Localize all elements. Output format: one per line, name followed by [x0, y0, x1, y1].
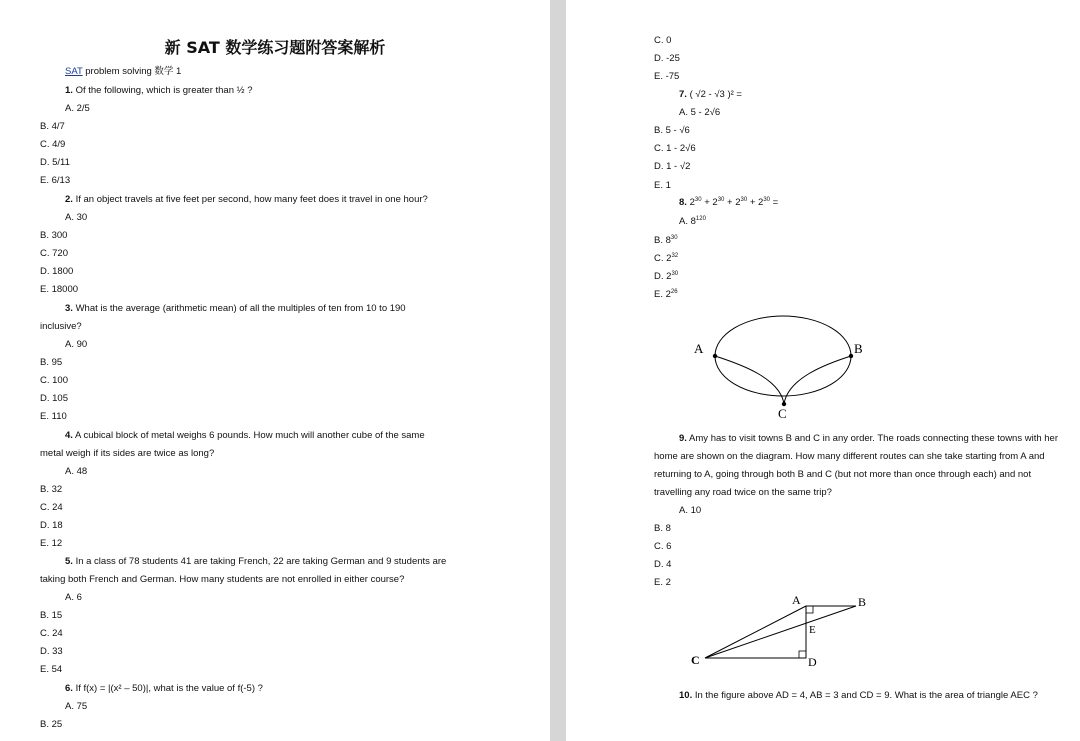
question-7-number: 7. — [679, 89, 687, 100]
question-7 — [679, 89, 742, 101]
q9-option-c: C. 6 — [654, 541, 672, 552]
q3-option-e: E. 110 — [40, 411, 67, 422]
q8-option-d-exponent: 30 — [671, 270, 679, 277]
q8-term-1-sep: + — [701, 197, 713, 208]
point-e-label: E — [809, 624, 816, 636]
q2-option-d: D. 1800 — [40, 266, 74, 277]
question-1-text: Of the following, which is greater than ½ ? — [72, 85, 253, 96]
q8-term-4-sep: = — [770, 197, 779, 208]
q8-term-1-base: 2 — [689, 197, 695, 208]
town-b-dot — [849, 354, 853, 358]
question-1-number: 1. — [65, 85, 73, 96]
q6-option-e: E. -75 — [654, 71, 680, 82]
question-7-text: ( √2 - √3 )² = — [686, 89, 742, 100]
q8-term-3-exponent: 30 — [740, 196, 748, 203]
q2-option-e: E. 18000 — [40, 284, 79, 295]
q7-option-b: B. 5 - √6 — [654, 125, 690, 136]
q8-term-1-exponent: 30 — [694, 196, 702, 203]
question-3-number: 3. — [65, 303, 73, 314]
question-5-text: In a class of 78 students 41 are taking French, 22 are taking German and 9 students are — [72, 556, 447, 567]
question-6 — [65, 683, 263, 695]
question-5-number: 5. — [65, 556, 73, 567]
q8-option-b-exponent: 30 — [670, 234, 678, 241]
town-a-dot — [713, 354, 717, 358]
q1-option-c: C. 4/9 — [40, 139, 66, 150]
q1-option-d: D. 5/11 — [40, 157, 70, 168]
q7-option-e: E. 1 — [654, 180, 671, 191]
q2-option-b: B. 300 — [40, 230, 68, 241]
q3-option-c: C. 100 — [40, 375, 68, 386]
q1-option-a: A. 2/5 — [65, 103, 90, 114]
q7-option-c: C. 1 - 2√6 — [654, 143, 696, 154]
q8-option-e-label: E. 2 — [654, 289, 671, 300]
question-9-line-4: travelling any road twice on the same trip? — [654, 487, 832, 498]
q5-option-e: E. 54 — [40, 664, 63, 675]
point-d-label: D — [808, 655, 817, 669]
page-gutter — [550, 0, 566, 741]
q8-option-e — [654, 289, 678, 301]
right-angle-a — [806, 606, 813, 613]
question-5-continued: taking both French and German. How many students are not enrolled in either course? — [40, 574, 405, 585]
subtitle — [65, 66, 181, 78]
town-b-label: B — [854, 341, 863, 356]
road-a-c — [715, 356, 784, 404]
point-b-label: B — [858, 595, 867, 609]
q3-option-b: B. 95 — [40, 357, 63, 368]
q8-option-a-exponent: 120 — [695, 215, 706, 222]
triangle-diagram — [680, 588, 890, 670]
question-5 — [65, 556, 446, 568]
q8-option-d — [654, 271, 678, 283]
q4-option-b: B. 32 — [40, 484, 63, 495]
town-a-label: A — [694, 341, 704, 356]
q9-option-e: E. 2 — [654, 577, 671, 588]
document-page-right — [566, 0, 1080, 741]
q7-option-a: A. 5 - 2√6 — [679, 107, 721, 118]
question-9-line-1: Amy has to visit towns B and C in any order. The roads connecting these towns with her — [686, 433, 1058, 444]
q6-option-a: A. 75 — [65, 701, 88, 712]
road-b-c — [784, 356, 851, 404]
town-c-label: C — [778, 406, 787, 421]
q8-term-2-sep: + — [724, 197, 736, 208]
question-1 — [65, 85, 252, 97]
route-ellipse — [715, 316, 851, 396]
question-9-number: 9. — [679, 433, 687, 444]
segment-cb — [705, 606, 856, 658]
q8-term-2-exponent: 30 — [717, 196, 725, 203]
q8-term-3-base: 2 — [735, 197, 741, 208]
question-10 — [679, 690, 1038, 702]
point-a-label: A — [792, 593, 801, 607]
q8-option-c-exponent: 32 — [671, 252, 679, 259]
point-c-label: C — [691, 653, 700, 667]
q8-term-3-sep: + — [747, 197, 759, 208]
q7-option-d: D. 1 - √2 — [654, 161, 691, 172]
q9-option-d: D. 4 — [654, 559, 672, 570]
right-angle-d — [799, 651, 806, 658]
question-10-number: 10. — [679, 690, 693, 701]
question-4 — [65, 430, 425, 442]
q8-option-b-label: B. 8 — [654, 235, 671, 246]
question-9 — [679, 433, 1058, 445]
q5-option-d: D. 33 — [40, 646, 63, 657]
q8-option-a — [679, 216, 706, 228]
q8-option-b — [654, 235, 678, 247]
q1-option-e: E. 6/13 — [40, 175, 71, 186]
segment-ca — [705, 606, 806, 658]
q5-option-c: C. 24 — [40, 628, 63, 639]
question-6-text: If f(x) = |(x² – 50)|, what is the value of f(-5) ? — [72, 683, 263, 694]
question-4-text: A cubical block of metal weighs 6 pounds. How much will another cube of the same — [72, 430, 425, 441]
q4-option-e: E. 12 — [40, 538, 63, 549]
question-9-line-3: returning to A, going through both B and C (but not more than once through each) and not — [654, 469, 1032, 480]
question-10-text: In the figure above AD = 4, AB = 3 and CD = 9. What is the area of triangle AEC ? — [692, 690, 1038, 701]
question-3-text: What is the average (arithmetic mean) of all the multiples of ten from 10 to 190 — [72, 303, 406, 314]
question-9-line-2: home are shown on the diagram. How many different routes can she take starting from A and — [654, 451, 1045, 462]
question-2 — [65, 194, 428, 206]
q8-option-d-label: D. 2 — [654, 271, 672, 282]
q4-option-d: D. 18 — [40, 520, 63, 531]
q4-option-c: C. 24 — [40, 502, 63, 513]
question-4-continued: metal weigh if its sides are twice as long? — [40, 448, 215, 459]
q8-term-2-base: 2 — [712, 197, 718, 208]
question-4-number: 4. — [65, 430, 73, 441]
sat-link[interactable]: SAT — [65, 66, 83, 77]
question-3 — [65, 303, 406, 315]
question-2-number: 2. — [65, 194, 73, 205]
q8-term-4-exponent: 30 — [763, 196, 770, 203]
q1-option-b: B. 4/7 — [40, 121, 65, 132]
q2-option-c: C. 720 — [40, 248, 68, 259]
q6-option-b: B. 25 — [40, 719, 63, 730]
q3-option-a: A. 90 — [65, 339, 88, 350]
q2-option-a: A. 30 — [65, 212, 88, 223]
q9-option-a: A. 10 — [679, 505, 702, 516]
subtitle-text: problem solving 数学 1 — [82, 66, 182, 77]
q5-option-a: A. 6 — [65, 592, 82, 603]
q8-option-c — [654, 253, 678, 265]
q9-option-b: B. 8 — [654, 523, 671, 534]
q8-option-e-exponent: 26 — [670, 288, 678, 295]
q6-option-c: C. 0 — [654, 35, 672, 46]
q6-option-d: D. -25 — [654, 53, 680, 64]
route-diagram — [680, 308, 990, 426]
q5-option-b: B. 15 — [40, 610, 63, 621]
q8-option-a-label: A. 8 — [679, 216, 696, 227]
question-2-text: If an object travels at five feet per second, how many feet does it travel in one hour? — [72, 194, 428, 205]
question-8-number: 8. — [679, 197, 687, 208]
document-title: 新 SAT 数学练习题附答案解析 — [164, 38, 386, 57]
q8-option-c-label: C. 2 — [654, 253, 672, 264]
question-6-number: 6. — [65, 683, 73, 694]
q4-option-a: A. 48 — [65, 466, 88, 477]
q3-option-d: D. 105 — [40, 393, 68, 404]
q8-term-4-base: 2 — [758, 197, 764, 208]
question-3-continued: inclusive? — [40, 321, 82, 332]
question-8 — [679, 197, 778, 209]
